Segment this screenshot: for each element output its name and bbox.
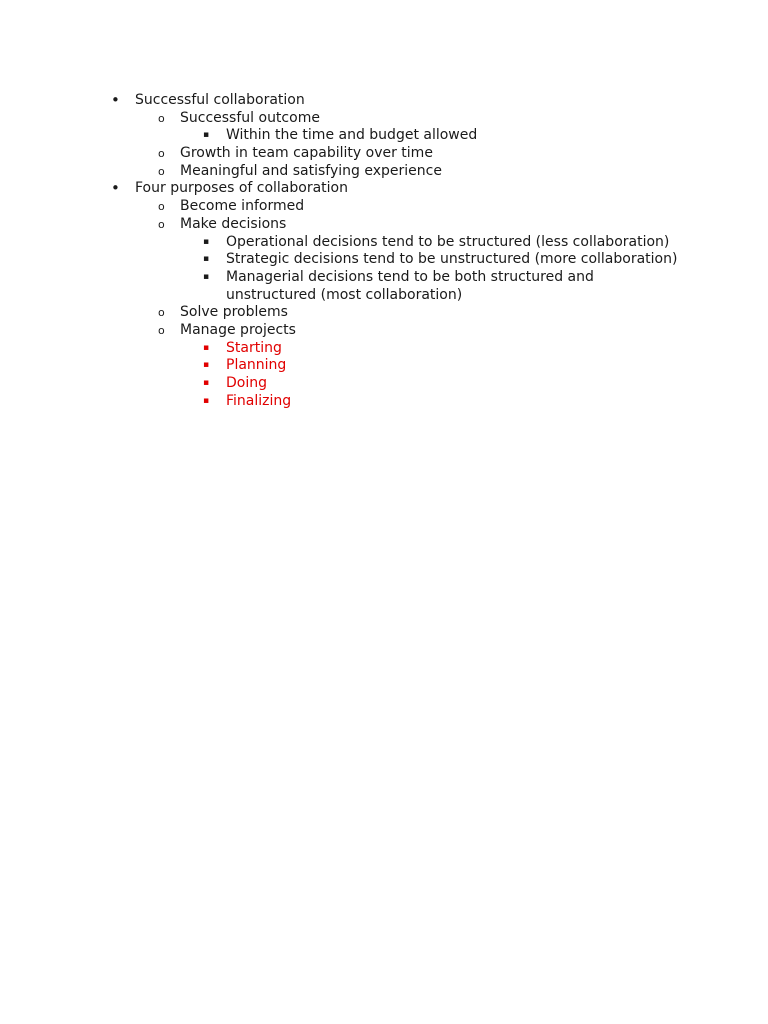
list-item xyxy=(0,340,768,358)
bullet-marker: o xyxy=(158,147,165,161)
bullet-marker: • xyxy=(111,179,120,198)
list-item xyxy=(0,304,768,322)
bullet-marker: o xyxy=(158,306,165,320)
list-item-text: Manage projects xyxy=(180,321,296,338)
bullet-marker: ▪ xyxy=(203,360,210,371)
list-item xyxy=(0,180,768,198)
list-item xyxy=(0,322,768,340)
list-item-text: Starting xyxy=(226,339,282,356)
list-item xyxy=(0,198,768,216)
bullet-marker: o xyxy=(158,111,165,125)
bullet-marker: o xyxy=(158,323,165,337)
list-item xyxy=(0,216,768,234)
list-item xyxy=(0,357,768,375)
list-item-text: Successful outcome xyxy=(180,109,320,126)
list-item-text: Within the time and budget allowed xyxy=(226,127,478,144)
list-item xyxy=(0,163,768,181)
bullet-marker: o xyxy=(158,164,165,178)
list-item-text: Operational decisions tend to be structured (less collaboration) xyxy=(226,233,670,250)
list-item-text: Make decisions xyxy=(180,215,287,232)
list-item-text: Meaningful and satisfying experience xyxy=(180,162,442,179)
bullet-marker: o xyxy=(158,217,165,231)
list-item-text: Doing xyxy=(226,375,267,392)
bullet-marker: o xyxy=(158,200,165,214)
bullet-outline xyxy=(0,92,768,410)
list-item-text: Planning xyxy=(226,357,287,374)
bullet-marker: ▪ xyxy=(203,271,210,282)
bullet-marker: ▪ xyxy=(203,130,210,141)
bullet-marker: ▪ xyxy=(203,342,210,353)
list-item-text: Solve problems xyxy=(180,304,288,321)
bullet-marker: • xyxy=(111,91,120,109)
list-item xyxy=(0,375,768,393)
list-item-text: Four purposes of collaboration xyxy=(135,180,348,197)
list-item-text: Strategic decisions tend to be unstructured (more collaboration) xyxy=(226,251,678,268)
list-item xyxy=(0,393,768,411)
bullet-marker: ▪ xyxy=(203,236,210,247)
list-item xyxy=(0,127,768,145)
list-item xyxy=(0,234,768,252)
bullet-marker: ▪ xyxy=(203,378,210,389)
list-item-text: Managerial decisions tend to be both structured and unstructured (most collaboration) xyxy=(226,268,594,303)
bullet-marker: ▪ xyxy=(203,395,210,406)
list-item xyxy=(0,92,768,110)
list-item-text: Growth in team capability over time xyxy=(180,145,433,162)
list-item xyxy=(0,251,768,269)
list-item xyxy=(0,110,768,128)
list-item-text: Successful collaboration xyxy=(135,92,305,108)
bullet-marker: ▪ xyxy=(203,254,210,265)
list-item xyxy=(0,269,768,304)
list-item xyxy=(0,145,768,163)
list-item-text: Finalizing xyxy=(226,392,292,409)
list-item-text: Become informed xyxy=(180,198,305,215)
